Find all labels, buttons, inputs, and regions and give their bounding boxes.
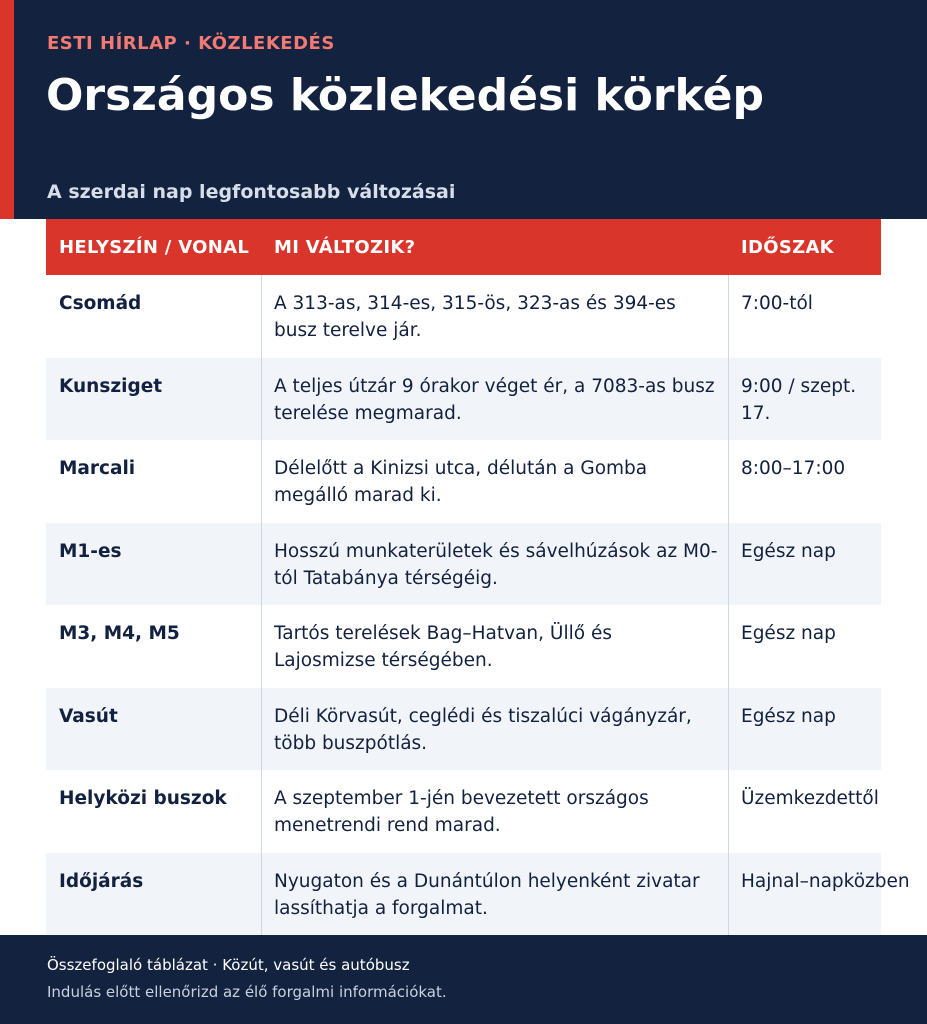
cell-place: Csomád (59, 293, 142, 314)
column-header-place: HELYSZÍN / VONAL (59, 237, 250, 258)
cell-place: M3, M4, M5 (59, 623, 180, 644)
cell-change: Déli Körvasút, ceglédi és tiszalúci vágányzár, több buszpótlás. (274, 705, 692, 754)
column-header-period: IDŐSZAK (741, 237, 834, 258)
cell-change: Délelőtt a Kinizsi utca, délután a Gomba megálló marad ki. (274, 458, 648, 506)
footer (0, 935, 927, 1024)
cell-place: Kunsziget (59, 375, 163, 397)
cell-change: Hosszú munkaterületek és sávelhúzások az M0-tól Tatabánya térségéig. (274, 540, 718, 589)
table-row (46, 523, 881, 606)
table-row (46, 688, 881, 771)
cell-period: Üzemkezdettől (741, 788, 879, 809)
cell-place: M1-es (59, 540, 122, 562)
cell-place: Marcali (59, 458, 136, 479)
cell-period: Egész nap (741, 540, 836, 562)
cell-change: Nyugaton és a Dunántúlon helyenként zivatar lassíthatja a forgalmat. (274, 870, 700, 919)
table-row (46, 853, 910, 936)
cell-period: 8:00–17:00 (741, 458, 846, 479)
cell-period: 9:00 / szept. 17. (741, 375, 857, 424)
column-header-change: MI VÁLTOZIK? (274, 237, 416, 258)
page-title: Országos közlekedési körkép (46, 70, 764, 121)
kicker: ESTI HÍRLAP · KÖZLEKEDÉS (47, 33, 335, 54)
table-row (46, 770, 881, 853)
header (0, 0, 927, 219)
column-divider (728, 275, 729, 935)
table-row (46, 358, 881, 441)
footer-note: Indulás előtt ellenőrizd az élő forgalmi információkat. (47, 983, 447, 1001)
table-row (46, 440, 881, 523)
accent-bar (0, 0, 14, 219)
table-header (46, 219, 881, 275)
traffic-table (46, 219, 910, 935)
cell-change: Tartós terelések Bag–Hatvan, Üllő és Lajosmizse térségében. (274, 623, 612, 671)
footer-summary: Összefoglaló táblázat · Közút, vasút és autóbusz (47, 956, 410, 974)
table-row (46, 275, 881, 358)
cell-change: A 313-as, 314-es, 315-ös, 323-as és 394-es busz terelve jár. (274, 293, 676, 341)
cell-period: Egész nap (741, 623, 836, 644)
cell-place: Helyközi buszok (59, 788, 227, 809)
cell-change: A szeptember 1-jén bevezetett országos menetrendi rend marad. (274, 788, 649, 836)
cell-change: A teljes útzár 9 órakor véget ér, a 7083-as busz terelése megmarad. (274, 375, 715, 424)
cell-place: Időjárás (59, 870, 144, 892)
cell-period: Egész nap (741, 705, 836, 727)
cell-period: Hajnal–napközben (741, 870, 910, 892)
page-subtitle: A szerdai nap legfontosabb változásai (47, 181, 456, 203)
table-row (46, 605, 881, 688)
cell-period: 7:00-tól (741, 293, 813, 314)
cell-place: Vasút (59, 705, 118, 727)
column-divider (261, 275, 262, 935)
